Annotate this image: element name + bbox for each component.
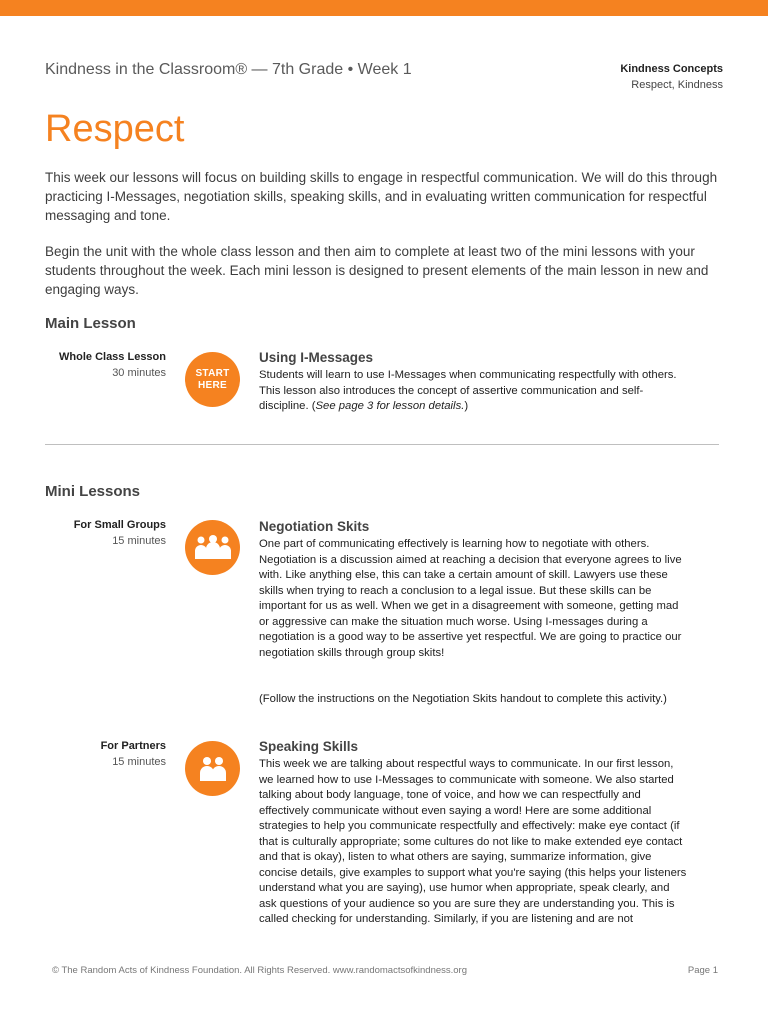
- course-header: Kindness in the Classroom® — 7th Grade • Week 1: [45, 61, 412, 78]
- lesson-format: For Small Groups: [73, 519, 166, 531]
- lesson-body-close: ): [464, 400, 469, 412]
- section-divider: [45, 444, 719, 445]
- lesson-duration: 15 minutes: [112, 535, 166, 547]
- lesson-title-negotiation-skits: Negotiation Skits: [259, 519, 370, 534]
- start-label: START: [195, 367, 230, 379]
- lesson-title-speaking-skills: Speaking Skills: [259, 739, 359, 754]
- lesson-body-text: Students will learn to use I-Messages when communicating respectfully with others. This lesson also introduces the concept of assertive communication and self-discipline. (: [259, 369, 677, 412]
- mini-lessons-heading: Mini Lessons: [45, 483, 141, 500]
- lesson-format: Whole Class Lesson: [59, 351, 166, 363]
- lesson-body-i-messages: [259, 368, 689, 415]
- lesson-body-negotiation-skits: One part of communicating effectively is learning how to negotiate with others. Negotiation is a discussion aimed at reaching a decision that everyone agrees to live with. Like anything else, this can take a certain amount of skill. Lawyers use these skills when trying to reach a conclusion to a legal issue. But these skills can be important for us as well. When we get in a disagreement with someone, getting mad or aggressive can make the situation much worse. Using I-messages during a negotiation is a good way to be assertive yet respectful. We are going to practice our negotiation skills through group skits!: [259, 538, 682, 659]
- lesson-note-negotiation-skits: (Follow the instructions on the Negotiation Skits handout to complete this activity.): [259, 693, 667, 705]
- footer-copyright: © The Random Acts of Kindness Foundation. All Rights Reserved. www.randomactsofkindness.org: [52, 965, 468, 976]
- group-icon: [185, 520, 240, 575]
- lesson-body-speaking-skills: This week we are talking about respectful ways to communicate. In our first lesson, we learned how to use I-Messages to communicate with someone. We also started talking about body language, tone of voice, and how we can respectfully and effectively communicate without even saying a word! Here are some additional strategies to help you communicate respectfully and effectively: make eye contact (if that is culturally appropriate; some cultures do not like to make extended eye contact and that is okay), listen to what others are saying, summarize information, give concise details, give examples to support what you're saying (this helps your listeners understand what you are saying), use humor when appropriate, speak clearly, and ask questions of your audience so you are sure they are understanding you. This is called checking for understanding. Similarly, if you are listening and are not: [259, 758, 687, 925]
- lesson-duration: 15 minutes: [112, 756, 166, 768]
- page-number: Page 1: [687, 965, 718, 976]
- start-here-badge: [185, 352, 240, 407]
- main-lesson-heading: Main Lesson: [45, 315, 136, 332]
- mini-lesson-meta-2: [26, 738, 166, 770]
- mini-lesson-meta-1: [26, 517, 166, 549]
- page-title: Respect: [45, 108, 185, 150]
- lesson-details-ref: See page 3 for lesson details.: [315, 400, 465, 412]
- concepts-label: Kindness Concepts: [620, 63, 723, 75]
- partners-icon: [185, 741, 240, 796]
- lesson-title-i-messages: Using I-Messages: [259, 350, 374, 365]
- lesson-duration: 30 minutes: [112, 367, 166, 379]
- concepts-value: Respect, Kindness: [631, 79, 723, 91]
- intro-paragraph-1: This week our lessons will focus on building skills to engage in respectful communication. We will do this through practicing I-Messages, negotiation skills, speaking skills, and in evaluating written communication for respectful messaging and tone.: [45, 170, 718, 223]
- top-accent-bar: [0, 0, 768, 16]
- kindness-concepts: [620, 61, 723, 93]
- intro-paragraph-2: Begin the unit with the whole class lesson and then aim to complete at least two of the mini lessons with your students throughout the week. Each mini lesson is designed to present elements of the main lesson in new and engaging ways.: [45, 244, 709, 297]
- lesson-format: For Partners: [100, 740, 166, 752]
- main-lesson-meta: [26, 349, 166, 381]
- here-label: HERE: [198, 379, 227, 391]
